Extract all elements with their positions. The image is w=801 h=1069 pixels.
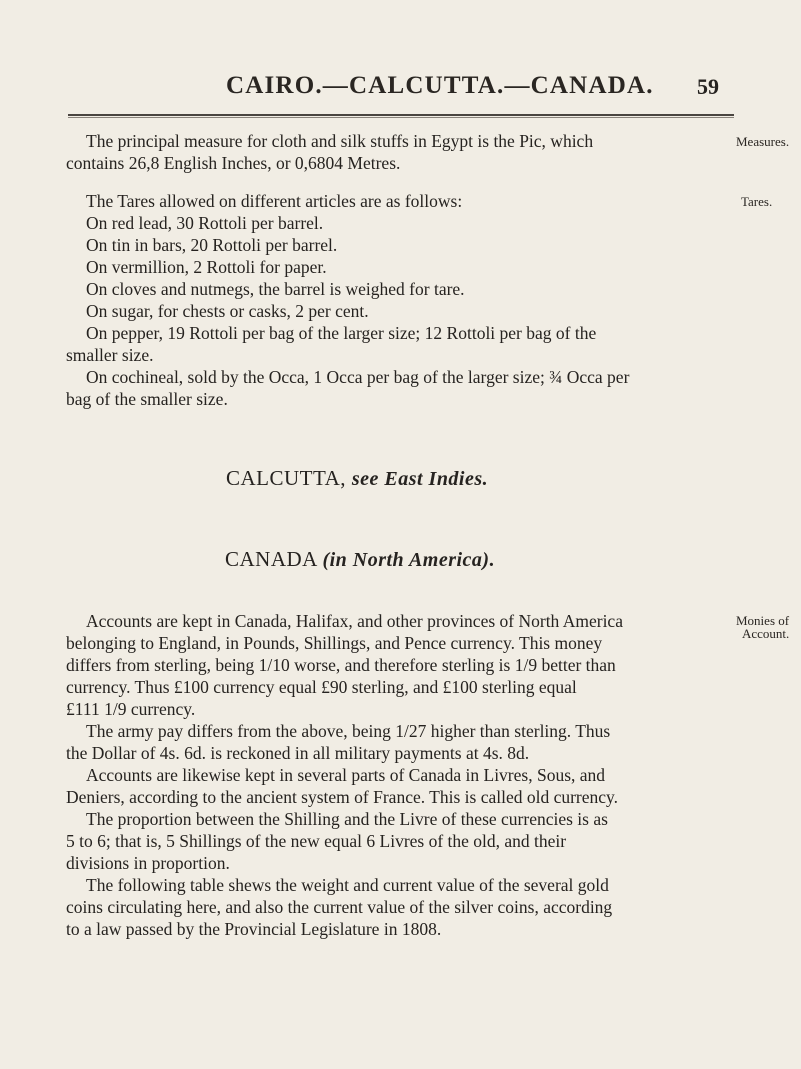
canada-paragraph: [66, 610, 731, 940]
canada-heading-main: CANADA: [225, 547, 317, 571]
text-line: The army pay differs from the above, being 1/27 higher than sterling. Thus: [86, 721, 611, 741]
text-line: On tin in bars, 20 Rottoli per barrel.: [86, 235, 338, 255]
text-line: differs from sterling, being 1/10 worse, and therefore sterling is 1/9 better than: [66, 655, 616, 675]
header-rule-thin: [68, 117, 734, 118]
calcutta-heading: [226, 466, 488, 491]
margin-note-tares: Tares.: [741, 194, 773, 209]
running-head: CAIRO.—CALCUTTA.—CANADA.: [226, 72, 654, 99]
text-line: On cloves and nutmegs, the barrel is weighed for tare.: [86, 279, 465, 299]
text-line: On pepper, 19 Rottoli per bag of the larger size; 12 Rottoli per bag of the: [86, 323, 597, 343]
text-line: On vermillion, 2 Rottoli for paper.: [86, 257, 327, 277]
text-line: divisions in proportion.: [66, 853, 230, 873]
margin-note-monies-line1: Monies of: [736, 613, 790, 628]
page-number: 59: [697, 74, 719, 99]
text-line: Accounts are likewise kept in several parts of Canada in Livres, Sous, and: [86, 765, 606, 785]
measures-paragraph: [66, 130, 731, 174]
canada-heading-italic: (in North America).: [322, 549, 496, 571]
text-line: The Tares allowed on different articles are as follows:: [86, 191, 463, 211]
header-rule: [68, 114, 734, 116]
page-header: [0, 72, 801, 112]
margin-note-monies: [736, 614, 789, 640]
text-line: Accounts are kept in Canada, Halifax, and other provinces of North America: [86, 611, 623, 631]
text-line: to a law passed by the Provincial Legislature in 1808.: [66, 919, 442, 939]
text-line: The principal measure for cloth and silk stuffs in Egypt is the Pic, which: [86, 131, 594, 151]
text-line: £111 1/9 currency.: [66, 699, 196, 719]
text-line: the Dollar of 4s. 6d. is reckoned in all military payments at 4s. 8d.: [66, 743, 530, 763]
text-line: On sugar, for chests or casks, 2 per cent.: [86, 301, 369, 321]
text-line: On cochineal, sold by the Occa, 1 Occa per bag of the larger size; ¾ Occa per: [86, 367, 630, 387]
text-line: Deniers, according to the ancient system of France. This is called old currency.: [66, 787, 619, 807]
tares-paragraph: [66, 190, 731, 410]
text-line: belonging to England, in Pounds, Shillings, and Pence currency. This money: [66, 633, 603, 653]
text-line: 5 to 6; that is, 5 Shillings of the new equal 6 Livres of the old, and their: [66, 831, 567, 851]
text-line: contains 26,8 English Inches, or 0,6804 Metres.: [66, 153, 401, 173]
margin-note-monies-line2: Account.: [742, 626, 790, 641]
text-line: coins circulating here, and also the current value of the silver coins, according: [66, 897, 613, 917]
canada-heading: [225, 547, 495, 572]
text-line: smaller size.: [66, 345, 154, 365]
margin-note-measures: Measures.: [736, 134, 790, 149]
text-line: The following table shews the weight and current value of the several gold: [86, 875, 609, 895]
text-line: bag of the smaller size.: [66, 389, 228, 409]
calcutta-heading-italic: see East Indies.: [351, 468, 489, 490]
calcutta-heading-main: CALCUTTA,: [226, 466, 347, 490]
text-line: On red lead, 30 Rottoli per barrel.: [86, 213, 324, 233]
text-line: The proportion between the Shilling and the Livre of these currencies is as: [86, 809, 608, 829]
text-line: currency. Thus £100 currency equal £90 sterling, and £100 sterling equal: [66, 677, 577, 697]
